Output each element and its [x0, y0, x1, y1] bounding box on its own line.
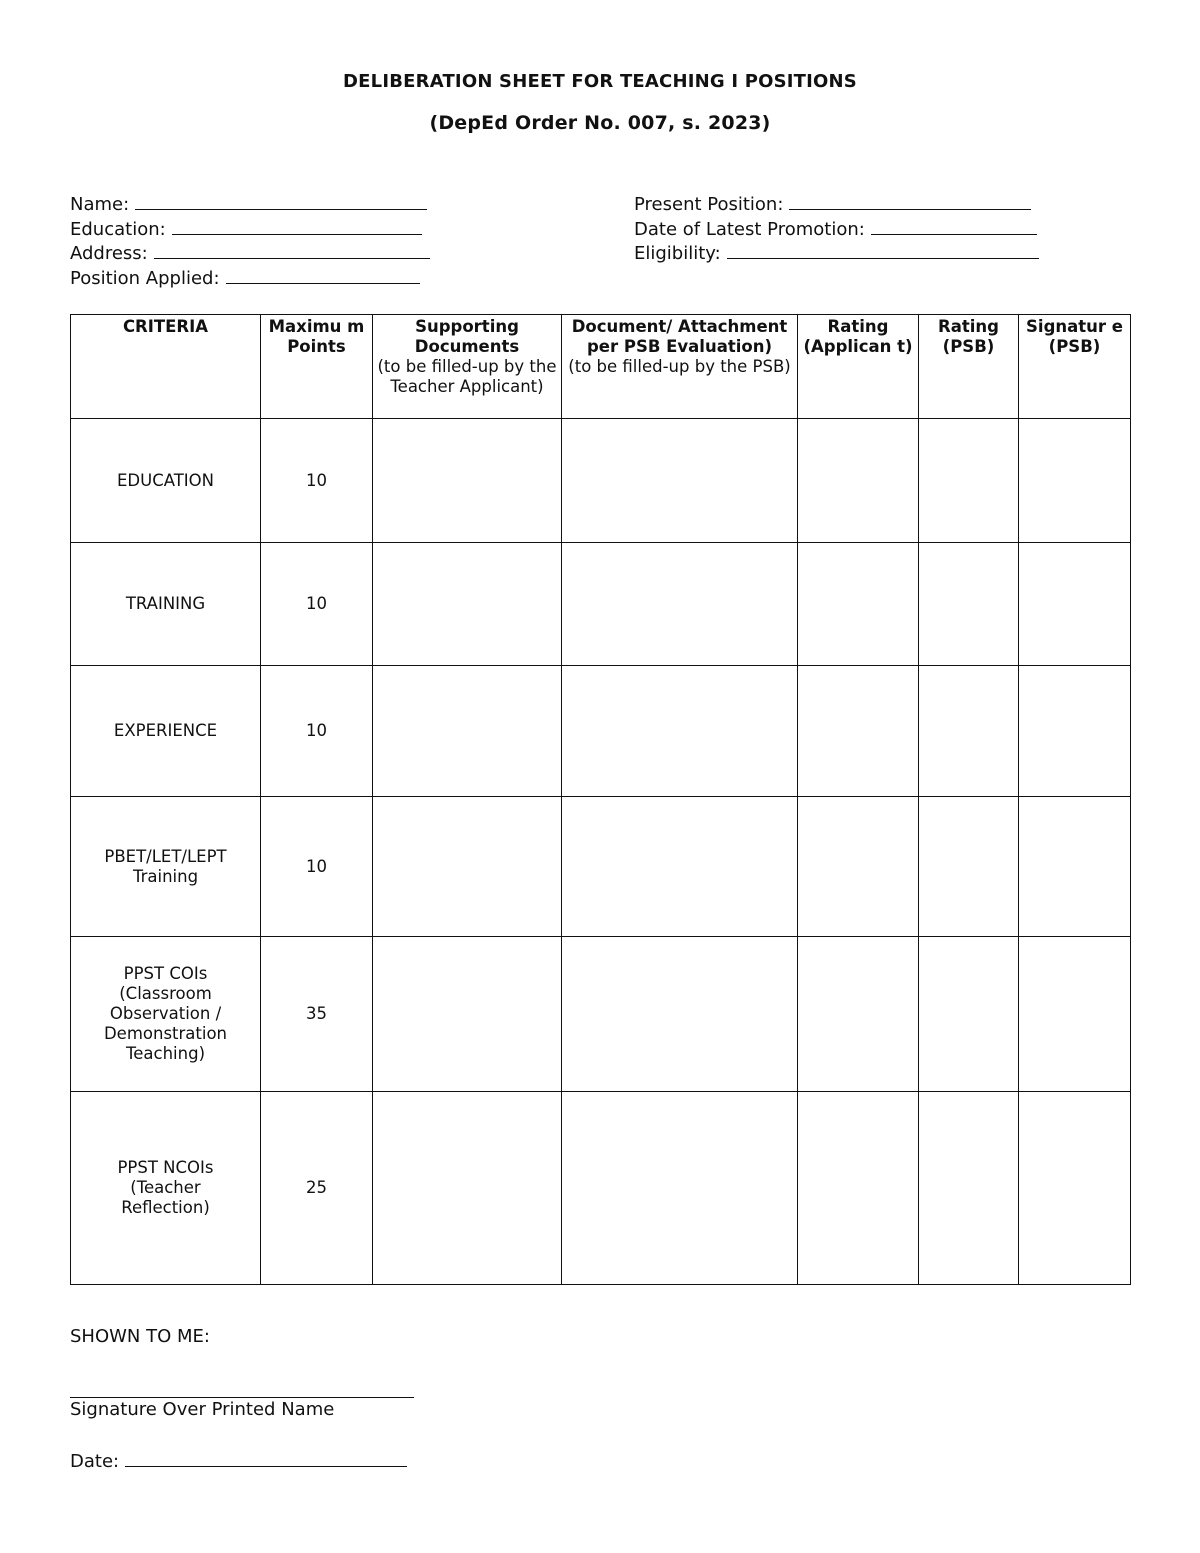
deliberation-table	[70, 314, 1131, 1285]
header-criteria: CRITERIA	[71, 315, 261, 419]
points-cell: 10	[261, 543, 373, 666]
table-row	[71, 419, 1131, 543]
supporting-documents-cell[interactable]	[373, 797, 562, 937]
rating-psb-cell[interactable]	[919, 937, 1019, 1092]
supporting-documents-cell[interactable]	[373, 419, 562, 543]
address-field[interactable]	[70, 240, 430, 265]
present-position-label: Present Position:	[634, 194, 784, 215]
signature-psb-cell[interactable]	[1019, 797, 1131, 937]
document-attachment-cell[interactable]	[562, 1092, 798, 1285]
address-label: Address:	[70, 243, 148, 264]
rating-applicant-cell[interactable]	[798, 419, 919, 543]
table-header-row	[71, 315, 1131, 419]
position-applied-field[interactable]	[70, 265, 420, 290]
rating-applicant-cell[interactable]	[798, 797, 919, 937]
rating-applicant-cell[interactable]	[798, 666, 919, 797]
eligibility-blank[interactable]	[727, 240, 1039, 259]
present-position-blank[interactable]	[789, 191, 1031, 210]
points-cell: 25	[261, 1092, 373, 1285]
criteria-cell: EDUCATION	[71, 419, 261, 543]
signature-blank[interactable]	[70, 1397, 414, 1398]
header-supporting-documents: Supporting Documents (to be filled-up by the Teacher Applicant)	[373, 315, 562, 419]
date-field[interactable]	[70, 1448, 407, 1472]
table-row	[71, 797, 1131, 937]
document-attachment-cell[interactable]	[562, 797, 798, 937]
supporting-documents-cell[interactable]	[373, 543, 562, 666]
points-cell: 10	[261, 419, 373, 543]
position-applied-label: Position Applied:	[70, 268, 220, 289]
date-label: Date:	[70, 1451, 120, 1472]
document-subtitle: (DepEd Order No. 007, s. 2023)	[429, 112, 771, 134]
points-cell: 10	[261, 666, 373, 797]
date-latest-promotion-label: Date of Latest Promotion:	[634, 219, 865, 240]
criteria-cell: PPST NCOIs (Teacher Reflection)	[71, 1092, 261, 1285]
criteria-cell: EXPERIENCE	[71, 666, 261, 797]
address-blank[interactable]	[154, 240, 430, 259]
rating-psb-cell[interactable]	[919, 543, 1019, 666]
education-blank[interactable]	[172, 216, 422, 235]
shown-to-me-label: SHOWN TO ME:	[70, 1326, 210, 1347]
criteria-cell: TRAINING	[71, 543, 261, 666]
header-rating-applicant: Rating (Applican t)	[798, 315, 919, 419]
rating-psb-cell[interactable]	[919, 797, 1019, 937]
criteria-cell: PPST COIs (Classroom Observation / Demonstration Teaching)	[71, 937, 261, 1092]
header-supporting-documents-note: (to be filled-up by the Teacher Applicant)	[377, 357, 557, 396]
table-row	[71, 543, 1131, 666]
supporting-documents-cell[interactable]	[373, 666, 562, 797]
signature-psb-cell[interactable]	[1019, 937, 1131, 1092]
name-field[interactable]	[70, 191, 427, 216]
signature-psb-cell[interactable]	[1019, 1092, 1131, 1285]
name-label: Name:	[70, 194, 130, 215]
rating-applicant-cell[interactable]	[798, 543, 919, 666]
table-row	[71, 937, 1131, 1092]
table-row	[71, 1092, 1131, 1285]
eligibility-field[interactable]	[634, 240, 1039, 265]
position-applied-blank[interactable]	[226, 265, 420, 284]
date-blank[interactable]	[125, 1448, 407, 1467]
rating-psb-cell[interactable]	[919, 1092, 1019, 1285]
present-position-field[interactable]	[634, 191, 1031, 216]
rating-applicant-cell[interactable]	[798, 937, 919, 1092]
header-document-attachment: Document/ Attachment per PSB Evaluation) (to be filled-up by the PSB)	[562, 315, 798, 419]
supporting-documents-cell[interactable]	[373, 1092, 562, 1285]
eligibility-label: Eligibility:	[634, 243, 721, 264]
signature-psb-cell[interactable]	[1019, 543, 1131, 666]
name-blank[interactable]	[135, 191, 427, 210]
signature-label: Signature Over Printed Name	[70, 1399, 335, 1420]
points-cell: 10	[261, 797, 373, 937]
date-latest-promotion-field[interactable]	[634, 216, 1037, 241]
document-attachment-cell[interactable]	[562, 666, 798, 797]
header-rating-psb: Rating (PSB)	[919, 315, 1019, 419]
header-maximum-points: Maximu m Points	[261, 315, 373, 419]
document-title: DELIBERATION SHEET FOR TEACHING I POSITIONS	[343, 71, 857, 92]
rating-psb-cell[interactable]	[919, 419, 1019, 543]
points-cell: 35	[261, 937, 373, 1092]
document-attachment-cell[interactable]	[562, 543, 798, 666]
education-field[interactable]	[70, 216, 422, 241]
header-signature-psb: Signatur e (PSB)	[1019, 315, 1131, 419]
rating-applicant-cell[interactable]	[798, 1092, 919, 1285]
date-latest-promotion-blank[interactable]	[871, 216, 1037, 235]
signature-psb-cell[interactable]	[1019, 666, 1131, 797]
rating-psb-cell[interactable]	[919, 666, 1019, 797]
header-document-attachment-note: (to be filled-up by the PSB)	[568, 357, 791, 376]
table-row	[71, 666, 1131, 797]
document-attachment-cell[interactable]	[562, 419, 798, 543]
supporting-documents-cell[interactable]	[373, 937, 562, 1092]
criteria-cell: PBET/LET/LEPT Training	[71, 797, 261, 937]
signature-psb-cell[interactable]	[1019, 419, 1131, 543]
document-attachment-cell[interactable]	[562, 937, 798, 1092]
education-label: Education:	[70, 219, 166, 240]
